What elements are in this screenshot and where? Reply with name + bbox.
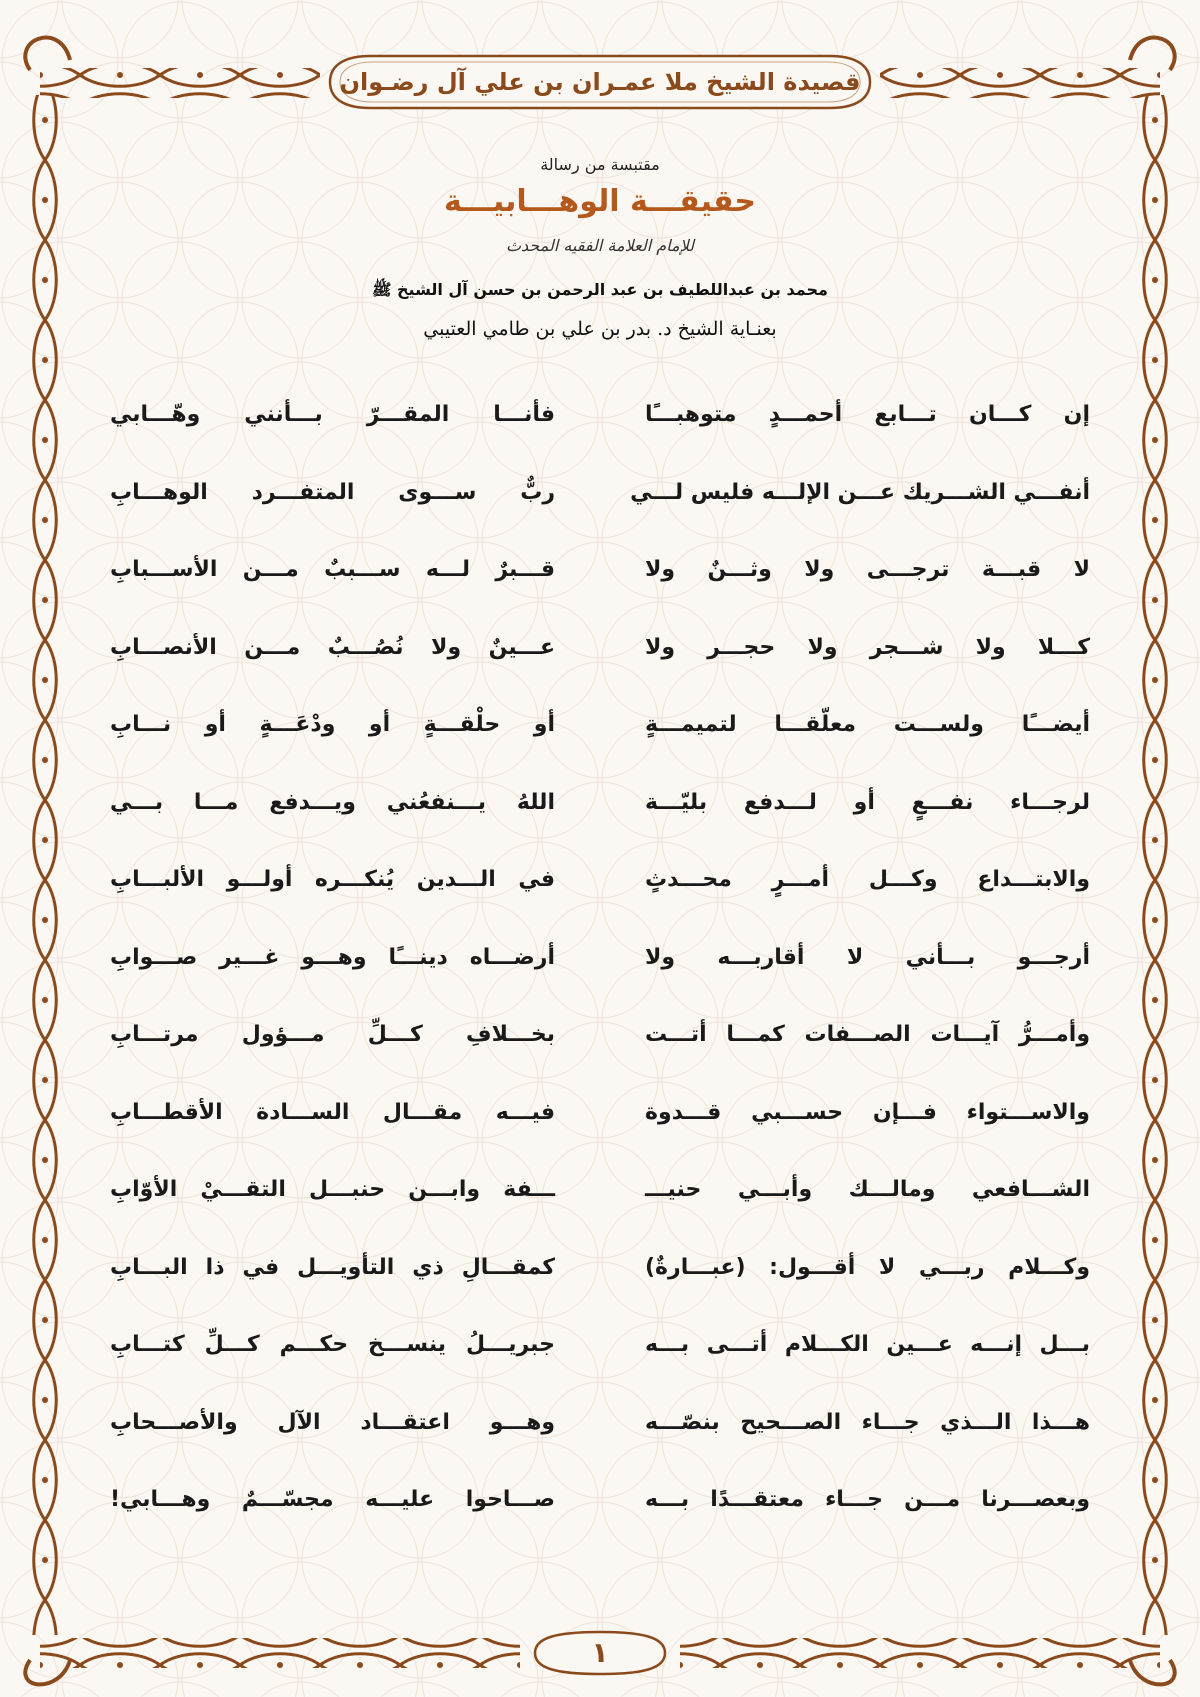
verse-first-hemistich: الشـــافعي ومالـــك وأبـــي حنيـــ (645, 1177, 1090, 1202)
verse-row (110, 385, 1100, 445)
header-title: قصيدة الشيخ ملا عمـران بن علي آل رضـوان (339, 68, 861, 96)
verse-first-hemistich: إن كـــان تـــابع أحمـــدٍ متوهبـــًا (645, 402, 1090, 427)
verse-first-hemistich: والابتـــداع وكـــل أمـــرٍ محـــدثٍ (645, 867, 1090, 892)
book-title: حقيقـــة الوهـــابيـــة (443, 184, 757, 219)
verse-first-hemistich: بـــل إنـــه عـــين الكـــلام أتـــى بـــه (645, 1332, 1090, 1357)
verse-second-hemistich: كمقـــالِ ذي التأويـــل في ذا البـــابِ (110, 1254, 555, 1280)
verse-first-hemistich: وكـــلام ربـــي لا أقـــول: (عبـــارةٌ) (645, 1254, 1090, 1280)
verse-second-hemistich: أرضـــاه دينـــًا وهـــو غـــير صـــوابِ (110, 944, 555, 970)
verse-row (110, 1470, 1100, 1530)
verse-first-hemistich: لرجـــاء نفـــعٍ أو لـــدفع بليّـــة (645, 789, 1090, 815)
verse-second-hemistich: أو حلْقـــةٍ أو ودْعَـــةٍ أو نـــابِ (110, 712, 555, 737)
verse-first-hemistich: أيضـــًا ولســـت معلّقـــا لتميمـــةٍ (645, 712, 1090, 737)
author-role: للإمام العلامة الفقيه المحدث (505, 236, 695, 255)
verse-first-hemistich: كـــلا ولا شـــجر ولا حجـــر ولا (645, 634, 1090, 660)
verse-second-hemistich: اللهُ يـــنفعُني ويـــدفع مـــا بـــي (110, 789, 555, 815)
verse-first-hemistich: لا قبـــة ترجـــى ولا وثـــنٌ ولا (645, 557, 1090, 582)
verse-row (110, 1393, 1100, 1453)
verse-second-hemistich: فأنـــا المقـــرّ بـــأنني وهّـــابي (110, 402, 555, 427)
verse-second-hemistich: فيـــه مقـــال الســـادة الأقطـــابِ (110, 1099, 555, 1125)
source-label: مقتبسة من رسالة (540, 155, 660, 174)
verse-row (110, 540, 1100, 600)
author-name: محمد بن عبداللطيف بن عبد الرحمن بن حسن آل الشيخ ﷺ (372, 280, 828, 299)
verse-row (110, 695, 1100, 755)
verse-second-hemistich: ـــفة وابـــن حنبـــل التقـــيْ الأوّابِ (110, 1177, 555, 1202)
verse-row (110, 850, 1100, 910)
verse-row (110, 928, 1100, 988)
verse-second-hemistich: صـــاحوا عليـــه مجسّـــمٌ وهـــابي! (110, 1487, 555, 1512)
verse-row (110, 1315, 1100, 1375)
verse-first-hemistich: وبعصـــرنا مـــن جـــاء معتقـــدًا بـــه (645, 1487, 1090, 1512)
verse-second-hemistich: ربٌّ ســـوى المتفـــرد الوهـــابِ (110, 479, 555, 505)
verse-first-hemistich: هـــذا الـــذي جـــاء الصـــحيح بنصّـــه (645, 1409, 1090, 1435)
page-number: ١ (591, 1636, 609, 1669)
verse-row (110, 1238, 1100, 1298)
verse-first-hemistich: أنفـــي الشـــريك عـــن الإلـــه فليس لـــي (630, 479, 1090, 505)
verse-first-hemistich: وأمـــرُّ آيـــات الصـــفات كمـــا أتـــت (645, 1022, 1090, 1047)
verse-row (110, 1160, 1100, 1220)
verse-first-hemistich: والاســـتواء فـــإن حســـبي قـــدوة (645, 1099, 1090, 1125)
verse-row (110, 1083, 1100, 1143)
verse-row (110, 618, 1100, 678)
verse-second-hemistich: قـــبرٌ لـــه ســـببٌ مـــن الأســـبابِ (110, 557, 555, 582)
verse-row (110, 463, 1100, 523)
editor-line: بعنـاية الشيخ د. بدر بن علي بن طامي العتيبي (423, 318, 777, 340)
verse-second-hemistich: جبريـــلُ ينســـخ حكـــم كـــلِّ كتـــابِ (110, 1332, 555, 1357)
verse-second-hemistich: بخـــلافِ كـــلِّ مـــؤول مرتـــابِ (110, 1022, 555, 1047)
verse-row (110, 773, 1100, 833)
verse-first-hemistich: أرجـــو بـــأني لا أقاربـــه ولا (645, 944, 1090, 970)
verse-second-hemistich: في الـــدين يُنكـــره أولـــو الألبـــابِ (110, 867, 555, 892)
verse-row (110, 1005, 1100, 1065)
verse-second-hemistich: عـــينٌ ولا نُصُـــبٌ مـــن الأنصـــابِ (110, 634, 555, 660)
verse-second-hemistich: وهـــو اعتقـــاد الآل والأصـــحابِ (110, 1409, 555, 1435)
